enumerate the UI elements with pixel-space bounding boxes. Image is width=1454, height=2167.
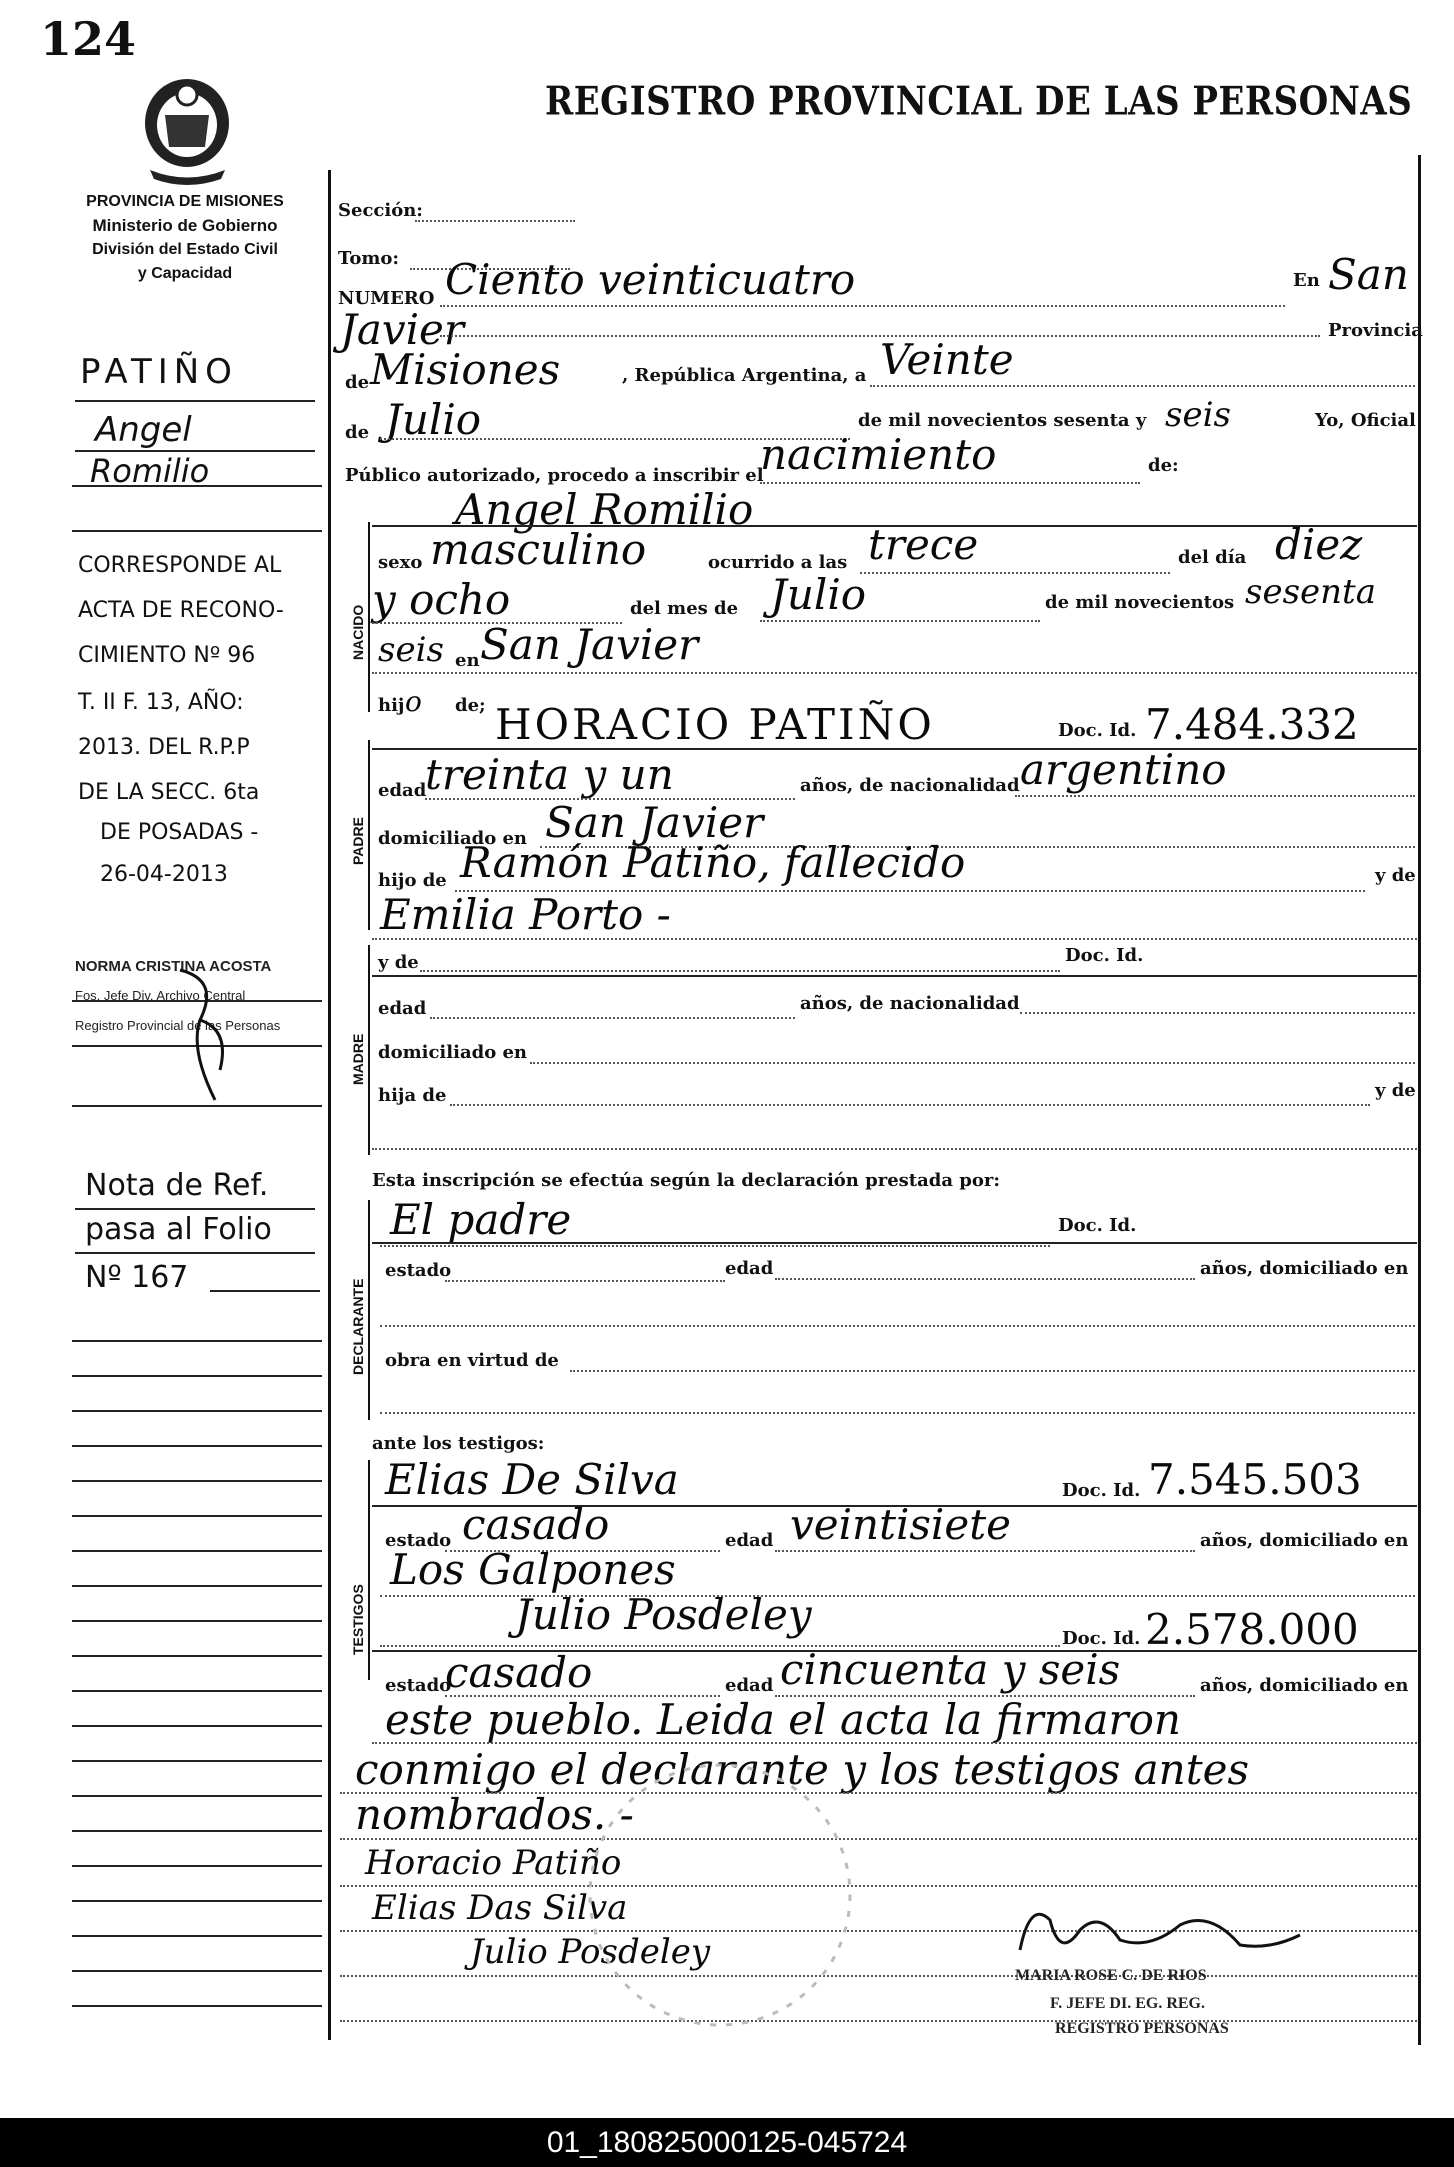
margin-surname: PATIÑO bbox=[80, 352, 238, 392]
field-testigo2-edad: cincuenta y seis bbox=[780, 1645, 1121, 1694]
field-padre-domicilio: San Javier bbox=[545, 798, 764, 847]
label-padre-nacionalidad: años, de nacionalidad bbox=[800, 775, 1020, 796]
label-republica: , República Argentina, a bbox=[622, 365, 867, 386]
label-ante-testigos: ante los testigos: bbox=[372, 1433, 545, 1454]
label-padre-y-de: y de bbox=[1375, 865, 1416, 886]
margin-given-name-2: Romilio bbox=[90, 452, 210, 490]
label-en-lugar: en bbox=[455, 650, 480, 671]
field-testigo1-doc: 7.545.503 bbox=[1148, 1455, 1362, 1504]
label-del-mes: del mes de bbox=[630, 598, 739, 619]
label-testigo1-doc: Doc. Id. bbox=[1062, 1480, 1141, 1501]
field-testigo2-estado: casado bbox=[445, 1648, 593, 1697]
field-testigo2-doc: 2.578.000 bbox=[1145, 1605, 1359, 1654]
label-sexo: sexo bbox=[378, 552, 423, 573]
provincial-crest-icon bbox=[135, 75, 240, 185]
label-madre-doc: Doc. Id. bbox=[1065, 945, 1144, 966]
margin-note-line: 2013. DEL R.P.P bbox=[78, 735, 250, 760]
label-madre-edad: edad bbox=[378, 998, 427, 1019]
label-tomo: Tomo: bbox=[338, 248, 400, 269]
label-padre-edad: edad bbox=[378, 780, 427, 801]
section-testigos: TESTIGOS bbox=[350, 1584, 366, 1655]
faint-seal-icon bbox=[570, 1750, 870, 2040]
field-lugar1: Javier bbox=[340, 305, 464, 354]
margin-note-line: DE LA SECC. 6ta bbox=[78, 780, 260, 805]
label-ocurrido: ocurrido a las bbox=[708, 552, 848, 573]
label-declarante-domicilio: años, domiciliado en bbox=[1200, 1258, 1409, 1279]
label-declarante-estado: estado bbox=[385, 1260, 452, 1281]
field-padre-nombre: HORACIO PATIÑO bbox=[495, 700, 935, 749]
label-esta-inscripcion: Esta inscripción se efectúa según la declaración prestada por: bbox=[372, 1170, 1001, 1191]
field-padre-padre: Ramón Patiño, fallecido bbox=[460, 838, 966, 887]
label-padre-hijo-de: hijo de bbox=[378, 870, 447, 891]
label-testigo2-doc: Doc. Id. bbox=[1062, 1628, 1141, 1649]
officer-stamp-line1: MARIA ROSE C. DE RIOS bbox=[1015, 1967, 1207, 1984]
margin-note-line: ACTA DE RECONO- bbox=[78, 598, 284, 623]
label-obra-en-virtud: obra en virtud de bbox=[385, 1350, 559, 1371]
field-mes: Julio bbox=[385, 395, 482, 444]
signature-testigo1: Elias Das Silva bbox=[372, 1888, 628, 1928]
label-en: En bbox=[1293, 270, 1320, 291]
field-anio-final: seis bbox=[1165, 395, 1231, 435]
field-padre-edad: treinta y un bbox=[425, 750, 674, 799]
margin-ref-line: Nota de Ref. bbox=[85, 1168, 269, 1203]
signature-padre: Horacio Patiño bbox=[365, 1843, 622, 1883]
field-numero: Ciento veinticuatro bbox=[445, 255, 856, 304]
section-madre: MADRE bbox=[350, 1033, 366, 1085]
label-hijo: hij bbox=[378, 695, 405, 716]
issuer-block bbox=[40, 190, 330, 286]
margin-note-line: T. II F. 13, AÑO: bbox=[78, 690, 244, 715]
margin-divider bbox=[328, 170, 331, 2040]
margin-stamp-line3: Registro Provincial de las Personas bbox=[75, 1018, 281, 1033]
field-padre-madre: Emilia Porto - bbox=[380, 890, 671, 939]
label-testigo1-edad: edad bbox=[725, 1530, 774, 1551]
section-declarante: DECLARANTE bbox=[350, 1278, 366, 1375]
field-hora: trece bbox=[868, 520, 979, 569]
closing-line-3: nombrados. - bbox=[355, 1790, 634, 1839]
label-testigo2-edad: edad bbox=[725, 1675, 774, 1696]
field-anio-nac: sesenta bbox=[1245, 572, 1376, 612]
label-testigo2-domicilio: años, domiciliado en bbox=[1200, 1675, 1409, 1696]
field-testigo1-estado: casado bbox=[462, 1500, 610, 1549]
label-de-semi: de; bbox=[455, 695, 486, 716]
officer-stamp-line2: F. JEFE DI. EG. REG. bbox=[1050, 1995, 1205, 2012]
field-acto: nacimiento bbox=[760, 430, 997, 479]
field-declarante: El padre bbox=[390, 1195, 572, 1244]
label-declarante-edad: edad bbox=[725, 1258, 774, 1279]
officer-signature bbox=[1010, 1890, 1310, 1970]
label-de-2: de bbox=[345, 422, 370, 443]
section-nacido: NACIDO bbox=[350, 604, 366, 660]
division-name: División del Estado Civil bbox=[92, 241, 278, 258]
padre-bracket bbox=[368, 740, 370, 930]
section-padre: PADRE bbox=[350, 817, 366, 865]
page-number: 124 bbox=[40, 12, 137, 66]
closing-line-2: conmigo el declarante y los testigos antes bbox=[355, 1745, 1250, 1794]
ministry-name: Ministerio de Gobierno bbox=[92, 216, 278, 235]
madre-bracket bbox=[368, 945, 370, 1155]
label-madre-nacionalidad: años, de nacionalidad bbox=[800, 993, 1020, 1014]
label-de-mil-novecientos: de mil novecientos bbox=[1045, 592, 1235, 613]
field-testigo1: Elias De Silva bbox=[385, 1455, 679, 1504]
declarante-bracket bbox=[368, 1200, 370, 1420]
officer-stamp-line3: REGISTRO PERSONAS bbox=[1055, 2020, 1229, 2037]
right-border bbox=[1418, 155, 1421, 2045]
field-mes-nac: Julio bbox=[770, 570, 867, 619]
field-dia-texto: Veinte bbox=[880, 335, 1014, 384]
signature-testigo2: Julio Posdeley bbox=[470, 1932, 711, 1972]
province-name: PROVINCIA DE MISIONES bbox=[86, 193, 284, 210]
field-testigo1-edad: veintisiete bbox=[790, 1500, 1011, 1549]
label-yo-oficial: Yo, Oficial bbox=[1315, 410, 1416, 431]
label-seccion: Sección: bbox=[338, 200, 423, 221]
field-en: San bbox=[1328, 250, 1409, 299]
scan-id-footer: 01_180825000125-045724 bbox=[0, 2118, 1454, 2167]
division-name-2: y Capacidad bbox=[137, 265, 233, 282]
label-madre-y-de: y de bbox=[378, 952, 419, 973]
field-padre-doc: 7.484.332 bbox=[1145, 700, 1359, 749]
margin-note-line: CORRESPONDE AL bbox=[78, 553, 282, 578]
field-hijo-letter: o bbox=[405, 685, 422, 718]
margin-note-line: 26-04-2013 bbox=[100, 862, 228, 887]
label-provincia: Provincia bbox=[1328, 320, 1423, 341]
label-madre-domicilio: domiciliado en bbox=[378, 1042, 528, 1063]
document-title: REGISTRO PROVINCIAL DE LAS PERSONAS bbox=[545, 79, 1413, 125]
label-padre-domicilio: domiciliado en bbox=[378, 828, 528, 849]
field-padre-nac: argentino bbox=[1020, 745, 1227, 794]
label-testigo1-domicilio: años, domiciliado en bbox=[1200, 1530, 1409, 1551]
margin-stamp-name: NORMA CRISTINA ACOSTA bbox=[75, 958, 272, 975]
margin-ref-line: Nº 167 bbox=[85, 1260, 189, 1295]
nacido-bracket bbox=[368, 522, 370, 712]
field-testigo2: Julio Posdeley bbox=[515, 1590, 812, 1639]
field-lugar-nac: San Javier bbox=[480, 620, 699, 669]
label-de-colon: de: bbox=[1148, 455, 1179, 476]
label-de-1: de bbox=[345, 372, 370, 393]
field-anio-nac-cont: seis bbox=[378, 630, 444, 670]
field-dia: diez bbox=[1275, 520, 1363, 569]
label-del-dia: del día bbox=[1178, 547, 1247, 568]
label-mil-novecientos-sesenta: de mil novecientos sesenta y bbox=[858, 410, 1147, 431]
label-madre-hija-de: hija de bbox=[378, 1085, 447, 1106]
margin-given-name-1: Angel bbox=[95, 410, 192, 450]
closing-line-1: este pueblo. Leida el acta la firmaron bbox=[385, 1695, 1181, 1744]
margin-note-line: DE POSADAS - bbox=[100, 820, 259, 845]
label-testigo1-estado: estado bbox=[385, 1530, 452, 1551]
label-declarante-doc: Doc. Id. bbox=[1058, 1215, 1137, 1236]
margin-signature bbox=[160, 960, 250, 1110]
testigos-bracket bbox=[368, 1460, 370, 1680]
field-provincia: Misiones bbox=[370, 345, 561, 394]
field-nombre: Angel Romilio bbox=[455, 485, 754, 534]
label-madre-y-de-2: y de bbox=[1375, 1080, 1416, 1101]
label-padre-doc: Doc. Id. bbox=[1058, 720, 1137, 741]
field-dia-cont: y ocho bbox=[372, 575, 511, 624]
margin-stamp-line2: Fos. Jefe Div. Archivo Central bbox=[75, 988, 246, 1003]
field-sexo: masculino bbox=[430, 525, 647, 574]
label-publico: Público autorizado, procedo a inscribir el bbox=[345, 465, 764, 486]
label-testigo2-estado: estado bbox=[385, 1675, 452, 1696]
margin-ref-line: pasa al Folio bbox=[85, 1212, 272, 1247]
margin-note-line: CIMIENTO Nº 96 bbox=[78, 643, 256, 668]
label-numero: NUMERO bbox=[338, 288, 435, 309]
field-testigo1-dom: Los Galpones bbox=[390, 1545, 676, 1594]
